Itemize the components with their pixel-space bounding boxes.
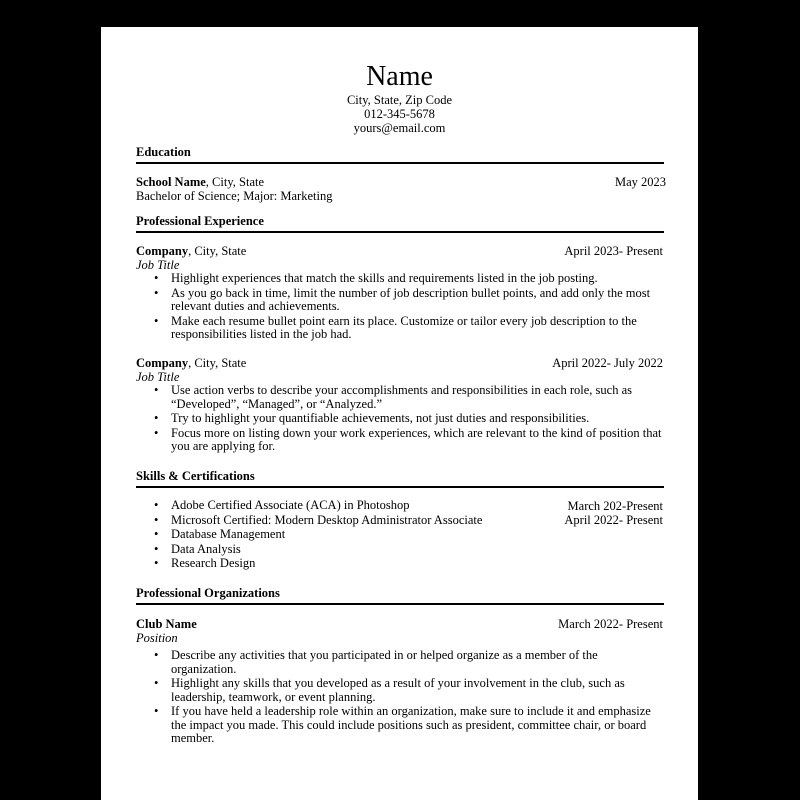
education-school <box>136 175 264 189</box>
resume-name: Name <box>366 61 433 92</box>
company-name: Company <box>136 356 189 370</box>
section-organizations-heading: Professional Organizations <box>136 585 664 605</box>
contact-location: City, State, Zip Code <box>346 93 453 107</box>
list-item: • As you go back in time, limit the number of job description bullet points, and add only the most relevant duties and achievements. <box>171 287 663 314</box>
job-2-bullets <box>171 384 663 455</box>
section-experience-heading: Professional Experience <box>136 213 664 233</box>
club-bullets <box>171 649 663 747</box>
list-item: • Highlight experiences that match the skills and requirements listed in the job posting. <box>171 272 663 286</box>
list-item: • Research Design <box>171 557 663 571</box>
company-location: , City, State <box>188 356 247 370</box>
education-date: May 2023 <box>614 175 666 189</box>
list-item: • Adobe Certified Associate (ACA) in Photoshop <box>171 499 663 513</box>
club-position: Position <box>136 631 178 645</box>
list-item: • Make each resume bullet point earn its place. Customize or tailor every job description to the responsibilities listed in the job had. <box>171 315 663 342</box>
list-item: • Database Management <box>171 528 663 542</box>
school-location: , City, State <box>205 175 265 189</box>
club-date: March 2022- Present <box>558 617 663 631</box>
list-item: • Try to highlight your quantifiable achievements, not just duties and responsibilities. <box>171 412 663 426</box>
contact-phone: 012-345-5678 <box>364 107 435 121</box>
club-name: Club Name <box>136 617 197 631</box>
resume-page <box>101 27 698 800</box>
section-skills-heading: Skills & Certifications <box>136 468 664 488</box>
skill-1-date: March 202-Present <box>567 499 663 513</box>
job-1-bullets <box>171 272 663 343</box>
job-2-title: Job Title <box>136 370 180 384</box>
skill-2-date: April 2022- Present <box>564 513 663 527</box>
list-item: • Focus more on listing down your work experiences, which are relevant to the kind of position that you are applying for. <box>171 427 663 454</box>
contact-email: yours@email.com <box>353 121 446 135</box>
list-item: • Microsoft Certified: Modern Desktop Administrator Associate <box>171 514 663 528</box>
list-item: • Data Analysis <box>171 543 663 557</box>
list-item: • Highlight any skills that you developed as a result of your involvement in the club, such as leadership, teamwork, or event planning. <box>171 677 663 704</box>
company-name: Company <box>136 244 189 258</box>
job-2-date: April 2022- July 2022 <box>552 356 663 370</box>
company-location: , City, State <box>188 244 247 258</box>
list-item: • If you have held a leadership role within an organization, make sure to include it and emphasize the impact you made. This could include positions such as president, committee chair, or board member. <box>171 705 663 746</box>
job-1-date: April 2023- Present <box>564 244 663 258</box>
section-education-heading: Education <box>136 144 664 164</box>
list-item: • Use action verbs to describe your accomplishments and responsibilities in each role, such as “Developed”, “Managed”, or “Analyzed.” <box>171 384 663 411</box>
job-1-company <box>136 244 246 258</box>
school-name: School Name <box>136 175 206 189</box>
job-2-company <box>136 356 246 370</box>
list-item: • Describe any activities that you participated in or helped organize as a member of the organization. <box>171 649 663 676</box>
job-1-title: Job Title <box>136 258 180 272</box>
education-degree: Bachelor of Science; Major: Marketing <box>136 189 333 203</box>
